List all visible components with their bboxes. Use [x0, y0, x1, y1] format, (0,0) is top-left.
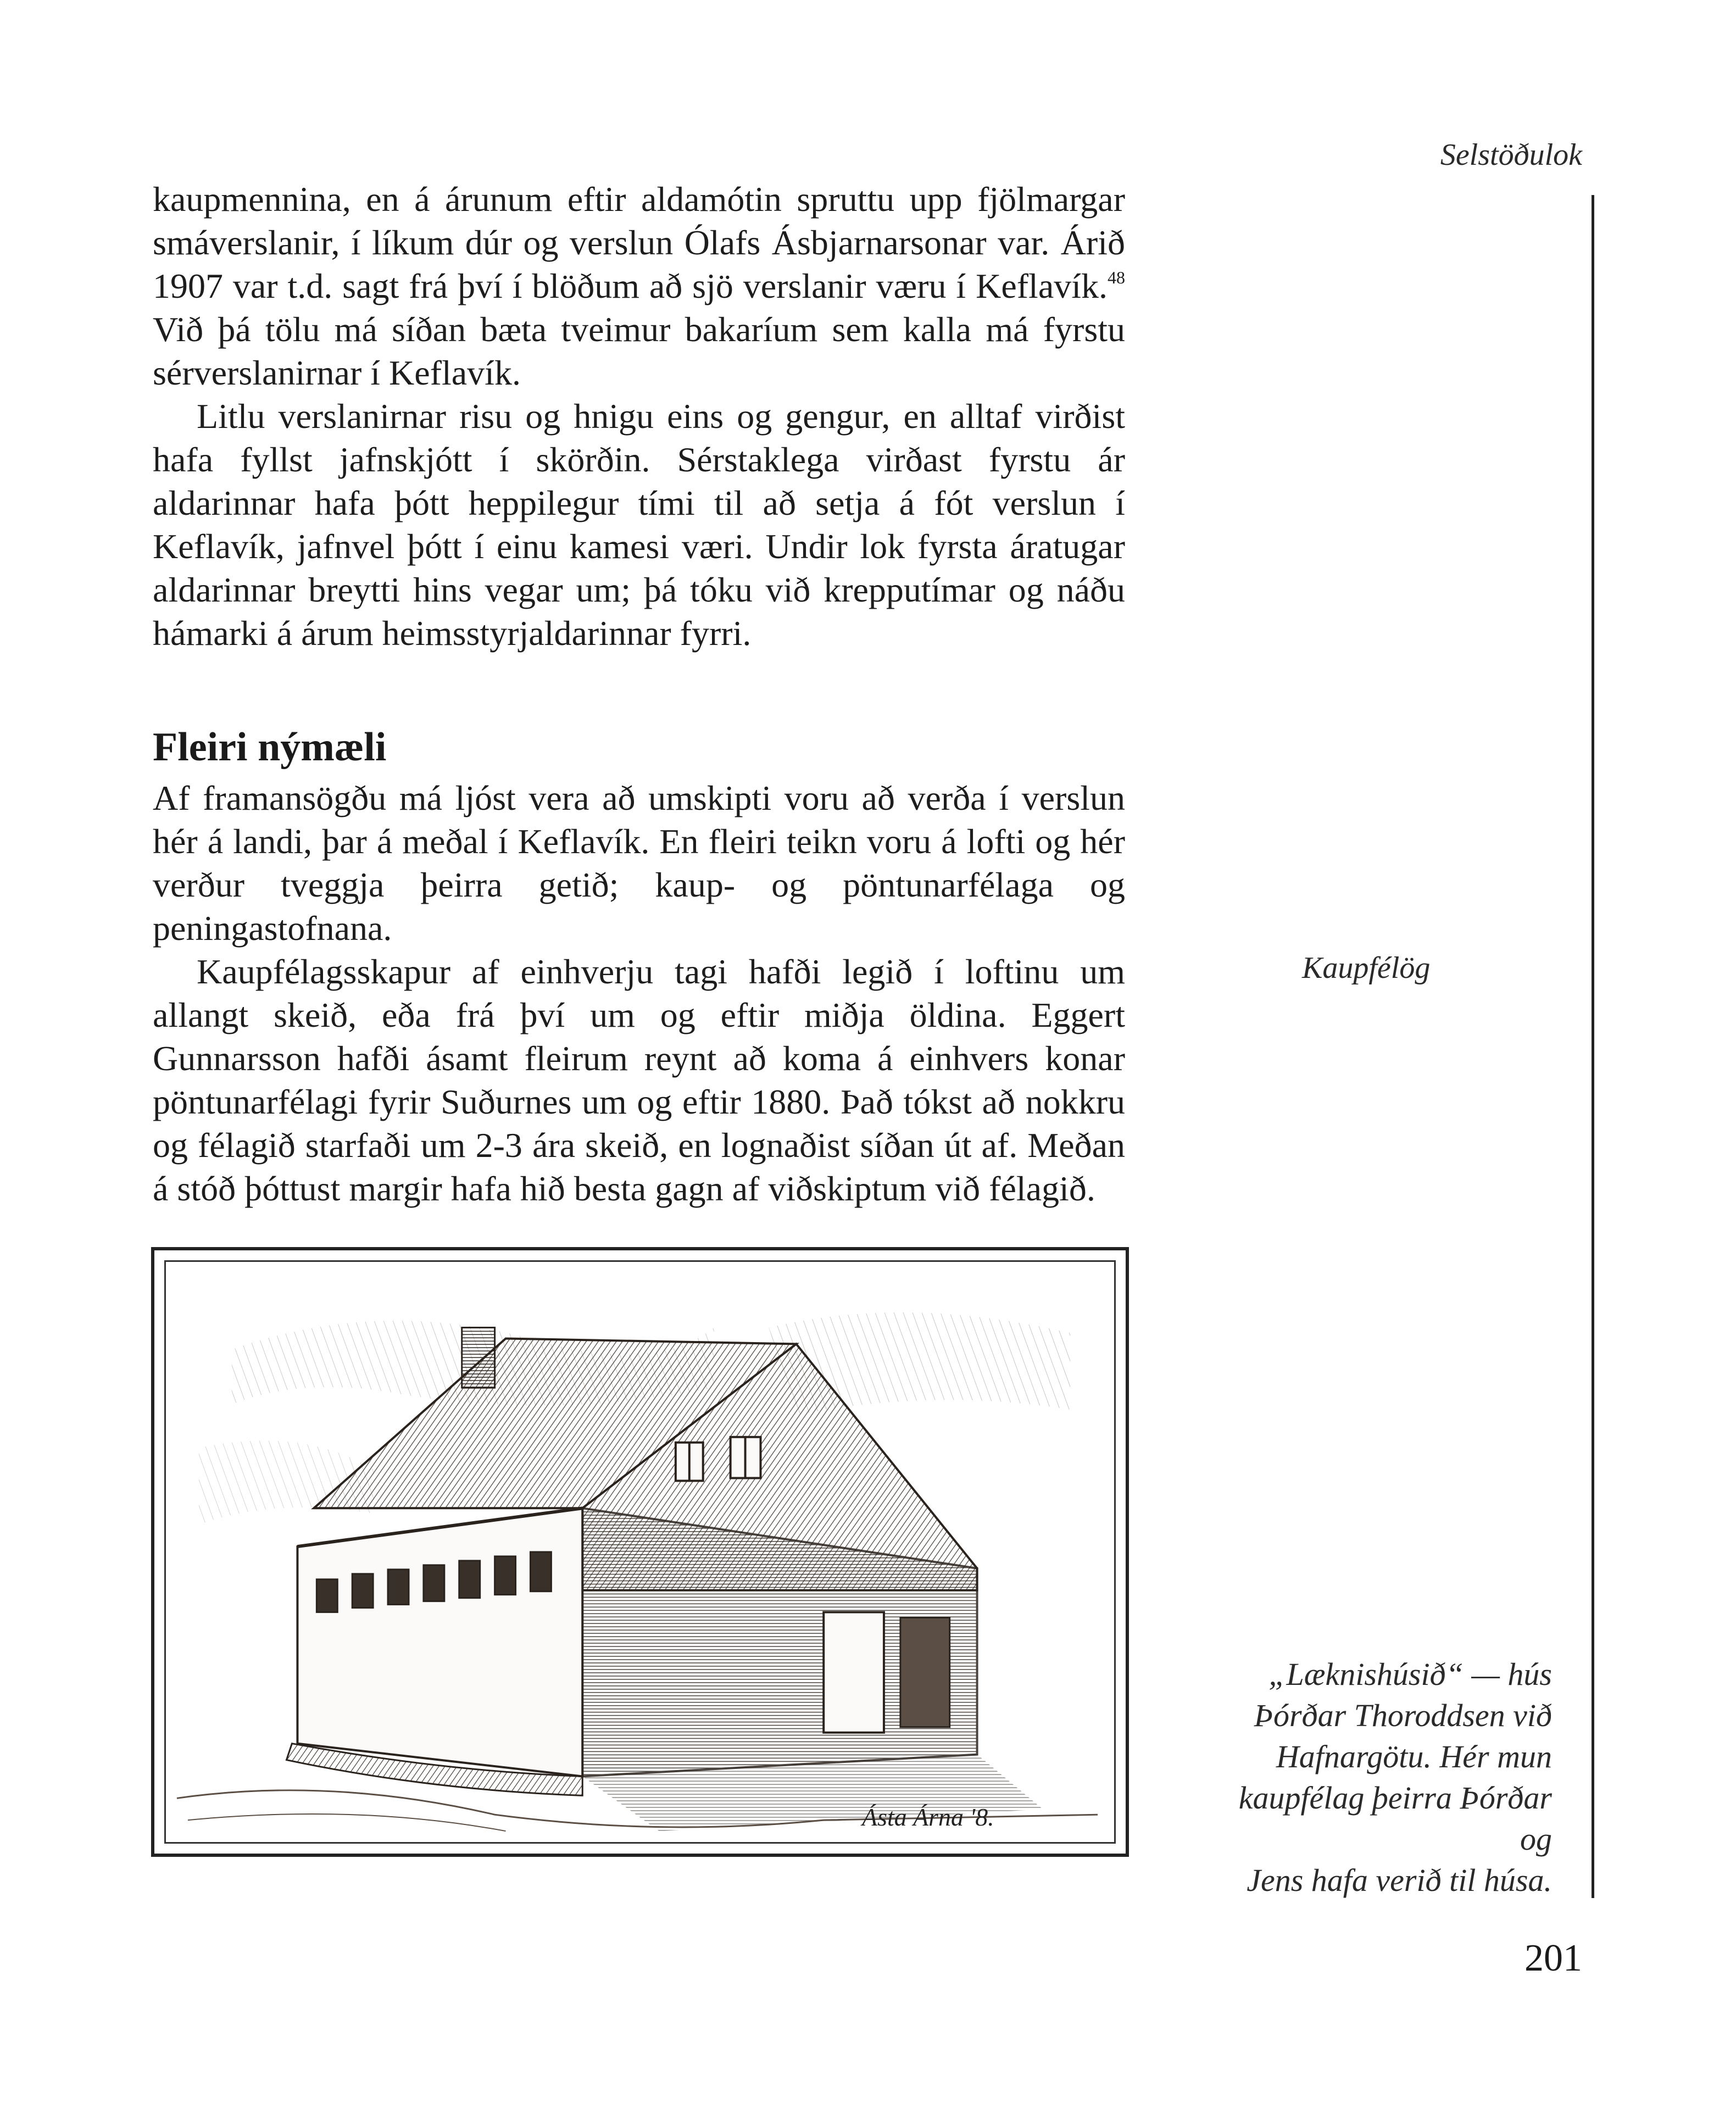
margin-note: Kaupfélög [1302, 951, 1431, 985]
house-sketch-svg [166, 1262, 1114, 1842]
side-window [900, 1618, 950, 1727]
paragraph: Af framansögðu má ljóst vera að umskipti voru að verða í verslun hér á landi, þar á meðal í Keflavík. En fleiri teikn voru á lofti og hér verður tveggja þeirra getið; kaup- og pöntunarfélaga og peningastofnana. [153, 778, 1125, 948]
caption-line: „Læknishúsið“ — hús [1268, 1656, 1552, 1692]
caption-line: Jens hafa verið til húsa. [1247, 1862, 1552, 1898]
section-2-text [153, 776, 1125, 1210]
front-wall [297, 1508, 582, 1776]
page-number: 201 [1524, 1937, 1582, 1979]
paragraph: Kaupfélagsskapur af einhverju tagi hafði legið í loftinu um allangt skeið, eða frá því um og eftir miðja öldina. Eggert Gunnarsson hafði ásamt fleirum reynt að koma á einhvers konar pöntunarfélagi fyrir Suðurnes um og eftir 1880. Það tókst að nokkru og félagið starfaði um 2-3 ára skeið, en lognaðist síðan út af. Meðan á stóð þóttust margir hafa hið besta gagn af viðskiptum við félagið. [153, 952, 1125, 1208]
figure-caption [1211, 1654, 1552, 1901]
house-drawing [164, 1260, 1116, 1844]
caption-line: Hafnargötu. Hér mun [1276, 1739, 1552, 1774]
caption-line: Þórðar Thoroddsen við [1254, 1698, 1552, 1733]
illustration-frame [151, 1247, 1129, 1857]
chimney [462, 1328, 495, 1388]
margin-rule [1592, 195, 1594, 1898]
paragraph: Litlu verslanirnar risu og hnigu eins og gengur, en alltaf virðist hafa fyllst jafnskjótt í skörðin. Sérstaklega virðast fyrstu ár aldarinnar hafa þótt heppilegur tími til að setja á fót verslun í Keflavík, jafnvel þótt í einu kamesi væri. Undir lok fyrsta áratugar aldarinnar breytti hins vegar um; þá tóku við krepputímar og náðu hámarki á árum heimsstyrjaldarinnar fyrri. [153, 397, 1125, 653]
paragraph-text-continued: Við þá tölu má síðan bæta tveimur bakaríum sem kalla má fyrstu sérverslanirnar í Keflavík. [153, 310, 1125, 392]
footnote-ref[interactable]: 48 [1108, 268, 1125, 287]
running-head: Selstöðulok [1440, 138, 1582, 172]
section-heading: Fleiri nýmæli [153, 725, 387, 770]
paragraph [153, 177, 1125, 394]
artist-signature: Ásta Árna '8. [862, 1803, 994, 1832]
section-1-text [153, 177, 1125, 655]
door [824, 1612, 884, 1733]
caption-line: kaupfélag þeirra Þórðar og [1238, 1780, 1552, 1857]
paragraph-text: kaupmennina, en á árunum eftir aldamótin spruttu upp fjölmargar smáverslanir, í líkum dúr og verslun Ólafs Ásbjarnarsonar var. Árið 1907 var t.d. sagt frá því í blöðum að sjö verslanir væru í Keflavík. [153, 180, 1125, 305]
